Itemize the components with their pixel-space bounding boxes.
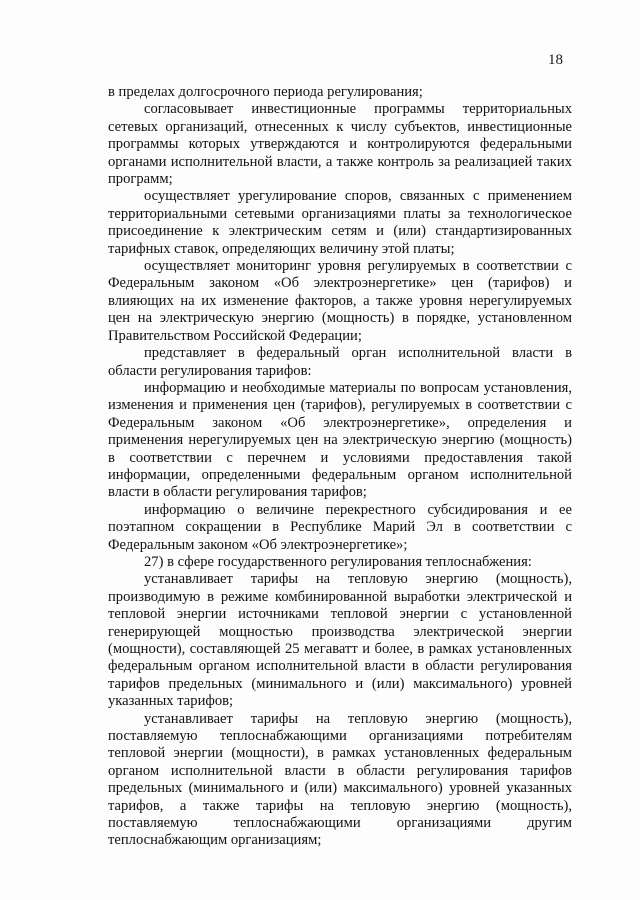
paragraph: представляет в федеральный орган исполнительной власти в области регулирования тарифов: [108, 345, 572, 379]
paragraph: информацию о величине перекрестного субсидирования и ее поэтапном сокращении в Республике Марий Эл в соответствии с Федеральным законом «Об электроэнергетике»; [108, 501, 572, 553]
document-body [108, 84, 572, 850]
page-number: 18 [548, 52, 563, 68]
paragraph: устанавливает тарифы на тепловую энергию (мощность), поставляемую теплоснабжающими организациями потребителям тепловой энергии (мощности), в рамках установленных федеральным органом исполнительной власти в области регулирования тарифов предельных (минимального и (или) максимального) уровней указанных тарифов, а также тарифы на тепловую энергию (мощность), поставляемую теплоснабжающими организациями другим теплоснабжающим организациям; [108, 710, 572, 849]
paragraph: осуществляет урегулирование споров, связанных с применением территориальными сетевыми организациями платы за технологическое присоединение к электрическим сетям и (или) стандартизированных тарифных ставок, определяющих величину этой платы; [108, 188, 572, 257]
paragraph: устанавливает тарифы на тепловую энергию (мощность), производимую в режиме комбинированной выработки электрической и тепловой энергии источниками тепловой энергии с установленной генерирующей мощностью производства электрической энергии (мощности), составляющей 25 мегаватт и более, в рамках установленных федеральным органом исполнительной власти в области регулирования тарифов предельных (минимального и (или) максимального) уровней указанных тарифов; [108, 571, 572, 710]
paragraph: осуществляет мониторинг уровня регулируемых в соответствии с Федеральным законом «Об электроэнергетике» цен (тарифов) и влияющих на их изменение факторов, а также уровня нерегулируемых цен на электрическую энергию (мощность) в порядке, установленном Правительством Российской Федерации; [108, 258, 572, 344]
paragraph: в пределах долгосрочного периода регулирования; [108, 84, 423, 100]
paragraph: информацию и необходимые материалы по вопросам установления, изменения и применения цен (тарифов), регулируемых в соответствии с Федеральным законом «Об электроэнергетике», определения и применения нерегулируемых цен на электрическую энергию (мощность) в соответствии с перечнем и условиями предоставления такой информации, определенными федеральным органом исполнительной власти в области регулирования тарифов; [108, 379, 572, 501]
paragraph: согласовывает инвестиционные программы территориальных сетевых организаций, отнесенных к числу субъектов, инвестиционные программы которых утверждаются и контролируются федеральными органами исполнительной власти, а также контроль за реализацией таких программ; [108, 101, 572, 188]
numbered-clause-heading: 27) в сфере государственного регулирования теплоснабжения: [144, 553, 532, 570]
